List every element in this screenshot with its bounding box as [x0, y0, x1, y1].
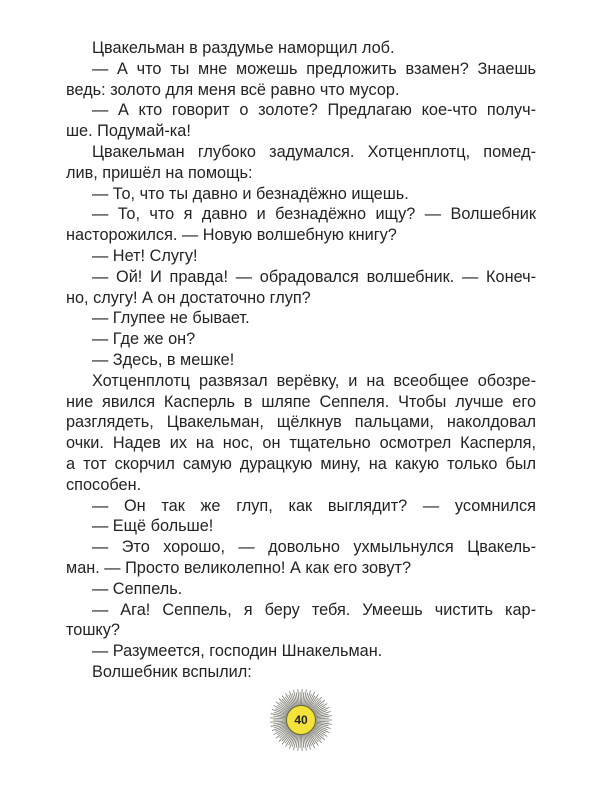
text-line: Цвакельман в раздумье наморщил лоб. — [92, 39, 395, 57]
text-line: — Здесь, в мешке! — [92, 350, 235, 369]
text-line: — Он так же глуп, как выглядит? — усомнился — [92, 496, 536, 515]
text-line: — Ещё больше! — [92, 517, 214, 536]
text-line: ведь: золото для меня всё равно что мусор. — [66, 80, 400, 99]
page-number: 40 — [286, 705, 316, 735]
text-line: — Сеппель. — [92, 579, 183, 598]
text-line: разглядеть, Цвакельман, щёлкнув пальцами, наколдовал — [66, 413, 536, 432]
text-line: — То, что ты давно и безнадёжно ищешь. — [92, 184, 409, 203]
text-line: ман. — Просто великолепно! А как его зовут? — [66, 558, 411, 577]
text-line: — Нет! Слугу! — [92, 246, 198, 265]
text-line: ние явился Касперль в шляпе Сеппеля. Чтобы лучше его — [66, 392, 536, 411]
text-line: Хотценплотц развязал верёвку, и на всеобщее обозре- — [92, 371, 536, 390]
text-line: — А кто говорит о золоте? Предлагаю кое-что получ- — [92, 101, 536, 120]
sun-ray — [300, 733, 301, 748]
text-line: Цвакельман глубоко задумался. Хотценплотц, помед- — [92, 142, 536, 161]
text-line: — Это хорошо, — довольно ухмыльнулся Цвакель- — [92, 538, 536, 557]
text-line: тошку? — [66, 621, 120, 640]
text-line: — А что ты мне можешь предложить взамен? Знаешь — [92, 59, 536, 78]
text-line: лив, пришёл на помощь: — [66, 163, 253, 182]
text-line: — Ага! Сеппель, я беру тебя. Умеешь чистить кар- — [92, 600, 536, 619]
sun-ray — [301, 733, 302, 751]
text-line: ше. Подумай-ка! — [66, 122, 191, 141]
text-line: — Ой! И правда! — обрадовался волшебник. — Конеч- — [92, 267, 536, 286]
text-line: насторожился. — Новую волшебную книгу? — [66, 226, 397, 245]
text-line: а тот скорчил самую дурацкую мину, на какую только был — [66, 454, 536, 473]
text-line: — Глупее не бывает. — [92, 309, 250, 328]
text-line: но, слугу! А он достаточно глуп? — [66, 288, 311, 307]
text-line: способен. — [66, 475, 142, 494]
text-line: — Разумеется, господин Шнакельман. — [92, 642, 383, 661]
text-line: очки. Надев их на нос, он тщательно осмотрел Касперля, — [66, 434, 536, 453]
text-line: Волшебник вспылил: — [92, 662, 252, 681]
text-line: — То, что я давно и безнадёжно ищу? — Волшебник — [92, 205, 536, 224]
text-line: — Где же он? — [92, 330, 196, 349]
page-body-text — [66, 38, 536, 683]
